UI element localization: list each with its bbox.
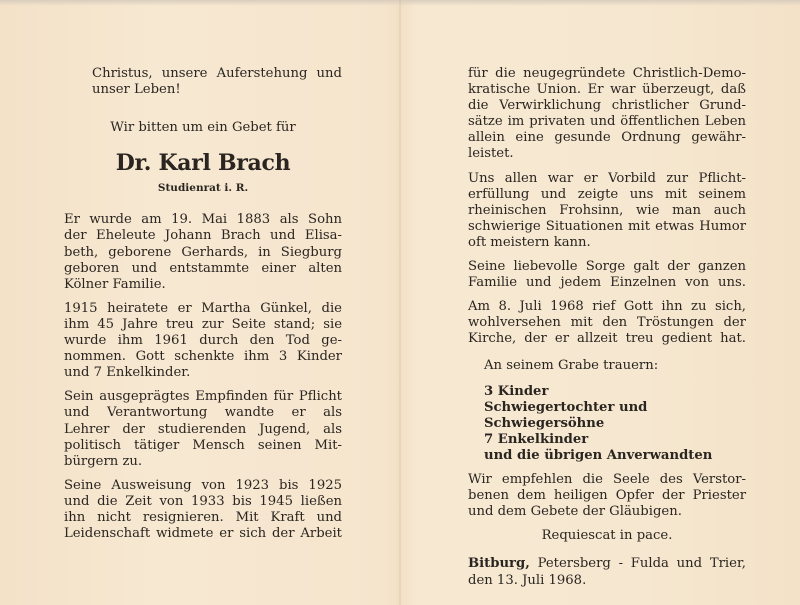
text-line: und die Zeit von 1933 bis 1945 ließen [64,493,342,509]
paragraph-death [468,299,746,347]
text-line: sätze im privaten und öffentlichen Leben [468,114,746,130]
text-line: wurde ihm 1961 durch den Tod ge- [64,333,342,349]
text-line: benen dem heiligen Opfer der Priester [468,488,746,504]
text-line: leistet. [468,146,514,162]
paragraph-duty [64,389,342,469]
place-bold: Bitburg, [468,556,530,572]
text-line: für die neugegründete Christlich-Demo- [468,66,746,81]
text-line: der Eheleute Johann Brach und Elisa- [64,228,342,244]
left-page [64,66,342,550]
text-line: ihn nicht resignieren. Mit Kraft und [64,509,342,525]
text-line: 1915 heiratete er Martha Günkel, die [64,300,342,316]
text-line: kratische Union. Er war überzeugt, daß [468,82,746,98]
text-line: Lehrer der studierenden Jugend, als [64,421,342,437]
mourners-heading: An seinem Grabe trauern: [484,357,659,373]
text-line: Wir empfehlen die Seele des Verstor- [468,472,746,488]
place-line [468,556,746,572]
intro-verse [92,66,342,98]
text-line: oft meistern kann. [468,234,591,250]
paragraph-marriage [64,301,342,381]
deceased-title: Studienrat i. R. [157,182,249,195]
intro-line: Christus, unsere Auferstehung und [92,66,342,81]
text-line: die Verwirklichung christlicher Grund- [468,98,746,114]
paragraph-cdu [468,66,746,163]
paragraph-closing [468,472,746,520]
place-rest: Petersberg - Fulda und Trier, [537,556,746,572]
text-line: und Verantwortung wandte er als [64,405,342,421]
text-line: politisch tätiger Mensch seinen Mit- [64,437,342,453]
text-line: Er wurde am 19. Mai 1883 als Sohn [64,212,342,228]
place-and-date [468,556,746,588]
text-line: nommen. Gott schenkte ihm 3 Kinder [64,349,342,365]
text-line: und 7 Enkelkinder. [64,365,191,381]
text-line: ihm 45 Jahre treu zur Seite stand; sie [64,316,342,332]
text-line: Seine Ausweisung von 1923 bis 1925 [64,477,342,493]
text-line: rheinischen Frohsinn, wie man auch [468,202,746,218]
paragraph-family [468,259,746,291]
mourner-item: 3 Kinder [484,383,549,399]
text-line: schwierige Situationen mit etwas Humor [468,218,746,234]
intro-line: unser Leben! [92,82,181,98]
mourner-item: Schwiegertochter und Schwiegersöhne [484,399,648,431]
text-line: erfüllung und zeigte uns mit seinem [468,186,746,202]
date-line: den 13. Juli 1968. [468,572,587,588]
text-line: beth, geborene Gerhards, in Siegburg [64,244,342,260]
deceased-name: Dr. Karl Brach [115,150,291,177]
text-line: Leidenschaft widmete er sich der Arbeit [64,526,342,542]
text-line: Sein ausgeprägtes Empfinden für Pflicht [64,389,342,405]
text-line: wohlversehen mit den Tröstungen der [468,315,746,331]
text-line: bürgern zu. [64,453,143,469]
text-line: Kirche, der er allzeit treu gedient hat. [468,331,746,347]
text-line: Familie und jedem Einzelnen von uns. [468,275,746,291]
text-line: und dem Gebete der Gläubigen. [468,504,682,520]
mourner-item: 7 Enkelkinder [484,431,589,447]
requiescat: Requiescat in pace. [541,528,673,544]
text-line: Seine liebevolle Sorge galt der ganzen [468,259,746,275]
mourner-item: und die übrigen Anverwandten [484,447,713,463]
paragraph-expulsion [64,478,342,542]
text-line: Kölner Familie. [64,276,166,292]
text-line: Am 8. Juli 1968 rief Gott ihn zu sich, [468,299,746,315]
mourners-list [484,384,746,464]
paragraph-birth [64,212,342,292]
text-line: geboren und entstammte einer alten [64,260,342,276]
text-line: allein eine gesunde Ordnung gewähr- [468,130,746,146]
text-line: Uns allen war er Vorbild zur Pflicht- [468,170,746,186]
right-page [468,66,746,589]
paragraph-example [468,171,746,251]
prayer-request: Wir bitten um ein Gebet für [110,120,296,136]
card-fold [399,0,401,605]
